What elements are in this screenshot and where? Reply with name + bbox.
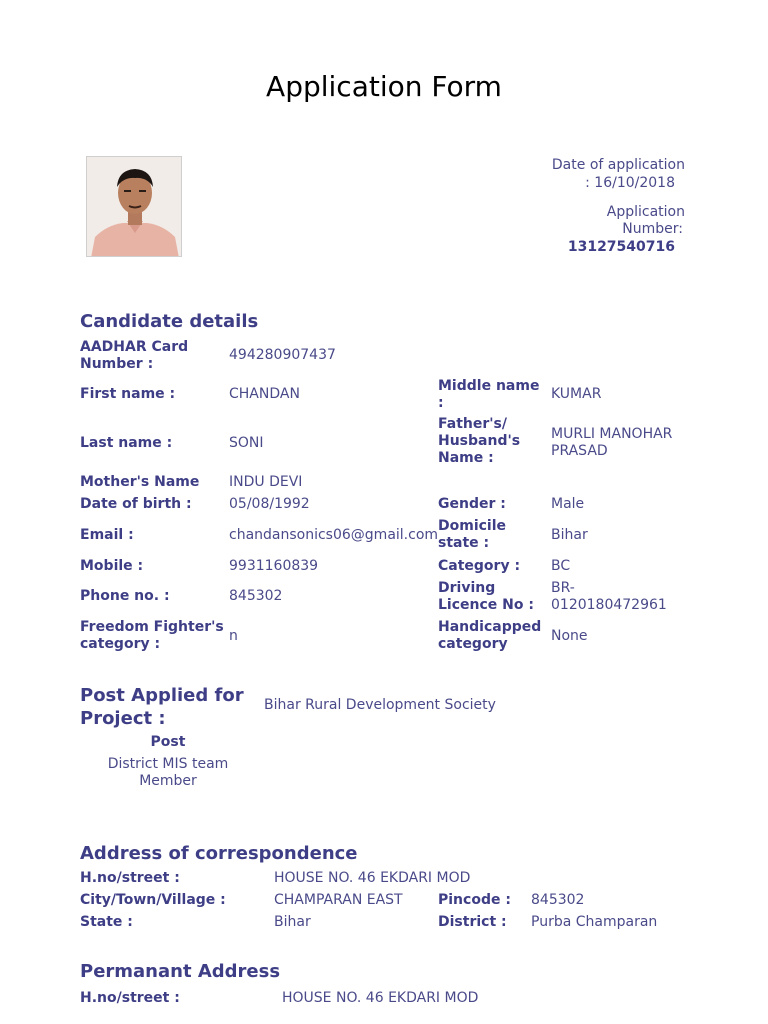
permanent-address-heading: Permanant Address: [80, 961, 281, 982]
dob-label: Date of birth :: [80, 496, 192, 512]
perm-street-value: HOUSE NO. 46 EKDARI MOD: [282, 990, 479, 1006]
post-applied-heading: [80, 684, 244, 730]
aadhar-label-line2: Number :: [80, 356, 154, 372]
mother-name-value: INDU DEVI: [229, 474, 303, 490]
middle-name-label: [438, 378, 539, 412]
corr-state-label: State :: [80, 914, 133, 930]
domicile-label-line2: state :: [438, 535, 490, 551]
application-number-value: 13127540716: [567, 239, 675, 255]
corr-district-label: District :: [438, 914, 507, 930]
correspondence-heading: Address of correspondence: [80, 843, 358, 864]
freedom-fighter-label: [80, 619, 224, 653]
candidate-photo-image: [87, 157, 182, 257]
father-name-label: [438, 416, 520, 467]
first-name-value: CHANDAN: [229, 386, 300, 402]
domicile-value: Bihar: [551, 527, 588, 543]
dob-value: 05/08/1992: [229, 496, 310, 512]
phone-value: 845302: [229, 588, 283, 604]
father-label-line3: Name :: [438, 450, 494, 466]
handicapped-label-line2: category: [438, 636, 508, 652]
handicapped-value: None: [551, 628, 588, 644]
corr-street-label: H.no/street :: [80, 870, 180, 886]
father-value-line1: MURLI MANOHAR: [551, 426, 673, 442]
post-value: [98, 756, 238, 790]
driving-value-line1: BR-: [551, 580, 575, 596]
post-heading-line2: Project :: [80, 708, 166, 729]
aadhar-value: 494280907437: [229, 347, 336, 363]
last-name-value: SONI: [229, 435, 264, 451]
father-label-line2: Husband's: [438, 433, 521, 449]
handicapped-label: [438, 619, 541, 653]
driving-label-line2: Licence No :: [438, 597, 534, 613]
category-value: BC: [551, 558, 571, 574]
perm-street-label: H.no/street :: [80, 990, 180, 1006]
corr-city-label: City/Town/Village :: [80, 892, 226, 908]
first-name-label: First name :: [80, 386, 176, 402]
post-value-line2: Member: [139, 773, 197, 789]
last-name-label: Last name :: [80, 435, 173, 451]
mobile-label: Mobile :: [80, 558, 144, 574]
post-label: Post: [150, 734, 186, 750]
aadhar-label-line1: AADHAR Card: [80, 339, 189, 355]
candidate-details-heading: Candidate details: [80, 311, 259, 332]
aadhar-label: [80, 339, 188, 373]
domicile-label-line1: Domicile: [438, 518, 507, 534]
driving-licence-label: [438, 580, 534, 614]
freedom-fighter-value: n: [229, 628, 238, 644]
post-value-line1: District MIS team: [107, 756, 229, 772]
driving-value-line2: 0120180472961: [551, 597, 667, 613]
post-heading-line1: Post Applied for: [80, 685, 244, 706]
page-title: Application Form: [266, 70, 502, 103]
category-label: Category :: [438, 558, 521, 574]
date-of-application-value: : 16/10/2018: [585, 175, 675, 191]
mother-name-label: Mother's Name: [80, 474, 200, 490]
email-label: Email :: [80, 527, 134, 543]
father-name-value: [551, 426, 672, 460]
middle-name-label-line2: :: [438, 395, 444, 411]
date-of-application-label: Date of application: [551, 157, 685, 173]
corr-district-value: Purba Champaran: [531, 914, 658, 930]
application-number-label: Application: [606, 204, 685, 220]
phone-label: Phone no. :: [80, 588, 170, 604]
corr-pincode-value: 845302: [531, 892, 585, 908]
middle-name-label-line1: Middle name: [438, 378, 540, 394]
middle-name-value: KUMAR: [551, 386, 602, 402]
corr-pincode-label: Pincode :: [438, 892, 511, 908]
gender-value: Male: [551, 496, 585, 512]
corr-city-value: CHAMPARAN EAST: [274, 892, 403, 908]
father-value-line2: PRASAD: [551, 443, 608, 459]
driving-licence-value: [551, 580, 667, 614]
corr-street-value: HOUSE NO. 46 EKDARI MOD: [274, 870, 471, 886]
mobile-value: 9931160839: [229, 558, 319, 574]
email-value: chandansonics06@gmail.com: [229, 527, 439, 543]
freedom-label-line2: category :: [80, 636, 161, 652]
gender-label: Gender :: [438, 496, 506, 512]
handicapped-label-line1: Handicapped: [438, 619, 542, 635]
domicile-label: [438, 518, 506, 552]
project-value: Bihar Rural Development Society: [264, 697, 496, 713]
application-number-label-2: Number:: [622, 221, 683, 237]
driving-label-line1: Driving: [438, 580, 496, 596]
corr-state-value: Bihar: [274, 914, 311, 930]
candidate-photo: [86, 156, 182, 257]
freedom-label-line1: Freedom Fighter's: [80, 619, 224, 635]
father-label-line1: Father's/: [438, 416, 507, 432]
